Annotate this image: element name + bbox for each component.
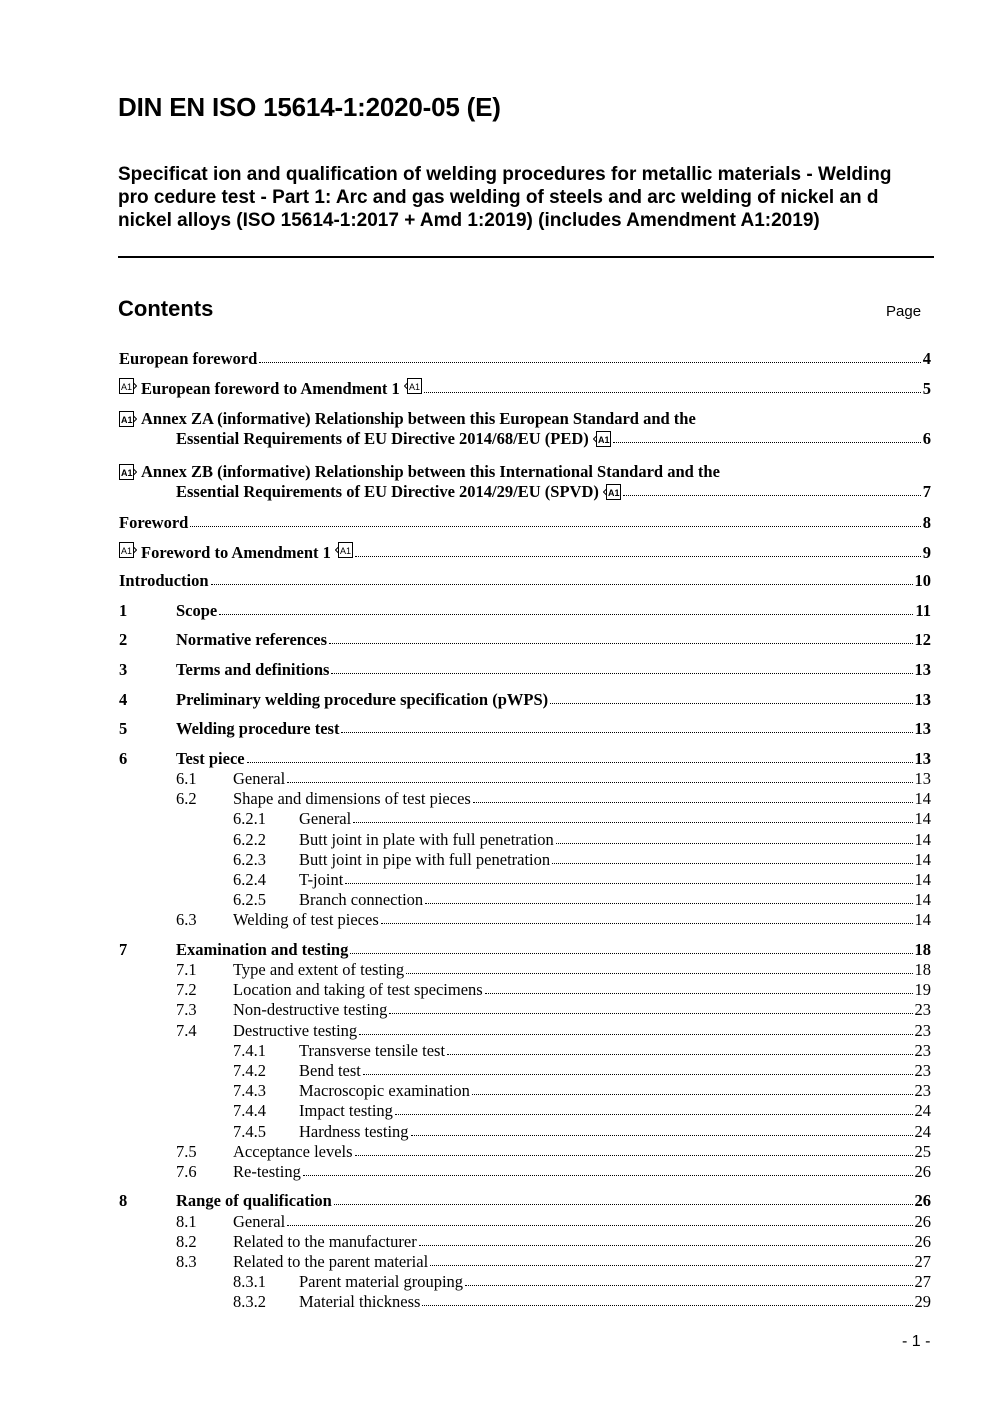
toc-entry-title: Butt joint in pipe with full penetration <box>299 850 551 869</box>
amendment-end-icon <box>335 542 353 558</box>
toc-entry-title: Destructive testing <box>233 1021 358 1040</box>
toc-dot-leader <box>345 882 912 884</box>
toc-dot-leader <box>303 1174 913 1176</box>
svg-text:A1: A1 <box>121 546 133 556</box>
toc-entry-page: 12 <box>914 630 931 649</box>
toc-entry-page: 23 <box>914 1021 931 1040</box>
toc-entry-page: 23 <box>914 1081 931 1100</box>
toc-entry-subsection[interactable] <box>119 959 931 980</box>
toc-entry-title: Butt joint in plate with full penetration <box>299 830 554 849</box>
toc-entry-number: 7.6 <box>176 1162 197 1181</box>
toc-entry-title: Foreword to Amendment 1 <box>141 543 331 562</box>
toc-dot-leader <box>552 862 912 864</box>
toc-dot-leader <box>447 1053 912 1055</box>
toc-entry-number: 7.4.1 <box>233 1041 266 1060</box>
toc-entry-number: 7.2 <box>176 980 197 999</box>
svg-text:A1: A1 <box>607 487 620 498</box>
toc-entry-number: 1 <box>119 601 128 620</box>
toc-entry-page: 10 <box>914 571 931 590</box>
toc-entry-number: 8 <box>119 1191 128 1210</box>
toc-entry-title: Material thickness <box>299 1292 421 1311</box>
toc-entry-section-1[interactable] <box>119 600 931 621</box>
toc-entry-annex-za[interactable] <box>119 408 931 450</box>
toc-entry-page: 13 <box>914 719 931 738</box>
toc-entry-subsection[interactable] <box>119 1251 931 1272</box>
toc-entry-subsubsection[interactable] <box>119 849 931 870</box>
toc-entry-page: 19 <box>914 980 931 999</box>
toc-entry-title-continued: Essential Requirements of EU Directive 2014/68/EU (PED) <box>176 429 589 448</box>
toc-entry-number: 6.2.1 <box>233 809 266 828</box>
toc-entry-page: 6 <box>922 429 931 448</box>
toc-entry-line2 <box>176 481 931 502</box>
toc-entry-title: General <box>299 809 352 828</box>
toc-entry-european-foreword[interactable] <box>119 348 931 369</box>
toc-entry-number: 7 <box>119 940 128 959</box>
toc-entry-number: 6.2.2 <box>233 830 266 849</box>
toc-entry-section-6[interactable] <box>119 748 931 769</box>
toc-dot-leader <box>465 1284 912 1286</box>
svg-text:A1: A1 <box>408 382 420 392</box>
toc-entry-subsubsection[interactable] <box>119 869 931 890</box>
toc-dot-leader <box>247 761 913 763</box>
toc-entry-foreword-amendment[interactable] <box>119 542 931 563</box>
toc-entry-page: 23 <box>914 1041 931 1060</box>
toc-entry-number: 7.4.3 <box>233 1081 266 1100</box>
toc-entry-title: Foreword <box>119 513 189 532</box>
toc-entry-page: 18 <box>914 960 931 979</box>
toc-dot-leader <box>389 1012 912 1014</box>
toc-entry-line2 <box>176 428 931 449</box>
toc-entry-page: 25 <box>914 1142 931 1161</box>
toc-entry-subsection[interactable] <box>119 999 931 1020</box>
toc-entry-subsection[interactable] <box>119 1231 931 1252</box>
toc-entry-number: 6.2.3 <box>233 850 266 869</box>
toc-entry-section-4[interactable] <box>119 689 931 710</box>
toc-entry-subsection[interactable] <box>119 1141 931 1162</box>
toc-entry-page: 26 <box>914 1191 931 1210</box>
toc-entry-number: 3 <box>119 660 128 679</box>
toc-entry-subsubsection[interactable] <box>119 1121 931 1142</box>
title-divider <box>118 256 934 258</box>
toc-dot-leader <box>190 525 920 527</box>
toc-entry-page: 13 <box>914 749 931 768</box>
toc-entry-title: Location and taking of test specimens <box>233 980 483 999</box>
toc-entry-page: 13 <box>914 769 931 788</box>
toc-entry-section-7[interactable] <box>119 939 931 960</box>
toc-entry-subsection[interactable] <box>119 1211 931 1232</box>
toc-entry-number: 4 <box>119 690 128 709</box>
toc-entry-title: Parent material grouping <box>299 1272 464 1291</box>
toc-dot-leader <box>219 613 913 615</box>
toc-entry-subsubsection[interactable] <box>119 1291 931 1312</box>
toc-entry-number: 7.4.5 <box>233 1122 266 1141</box>
page-column-label: Page <box>886 303 922 320</box>
toc-dot-leader <box>395 1113 913 1115</box>
toc-entry-subsubsection[interactable] <box>119 1100 931 1121</box>
toc-dot-leader <box>411 1134 913 1136</box>
toc-entry-page: 14 <box>914 890 931 909</box>
toc-entry-subsubsection[interactable] <box>119 808 931 829</box>
toc-entry-page: 14 <box>914 809 931 828</box>
toc-entry-title: Welding of test pieces <box>233 910 379 929</box>
toc-entry-subsection[interactable] <box>119 768 931 789</box>
toc-entry-line1 <box>119 408 696 429</box>
toc-entry-title: Re-testing <box>233 1162 301 1181</box>
toc-dot-leader <box>381 922 913 924</box>
toc-dot-leader <box>287 1224 912 1226</box>
toc-entry-title: Welding procedure test <box>176 719 340 738</box>
toc-entry-title: Range of qualification <box>176 1191 332 1210</box>
toc-entry-number: 6.2 <box>176 789 197 808</box>
toc-entry-subsection[interactable] <box>119 979 931 1000</box>
toc-entry-title: European foreword <box>119 349 258 368</box>
toc-entry-title: Annex ZA (informative) Relationship between this European Standard and the <box>141 409 696 428</box>
toc-entry-page: 27 <box>914 1252 931 1271</box>
toc-dot-leader <box>353 821 912 823</box>
toc-entry-title: Macroscopic examination <box>299 1081 470 1100</box>
toc-entry-page: 26 <box>914 1212 931 1231</box>
toc-entry-page: 14 <box>914 910 931 929</box>
svg-text:A1: A1 <box>121 467 133 478</box>
toc-dot-leader <box>613 441 921 443</box>
toc-entry-number: 2 <box>119 630 128 649</box>
toc-dot-leader <box>485 992 913 994</box>
toc-entry-page: 29 <box>914 1292 931 1311</box>
toc-dot-leader <box>473 801 913 803</box>
toc-dot-leader <box>406 972 912 974</box>
toc-dot-leader <box>623 494 921 496</box>
toc-dot-leader <box>424 391 921 393</box>
toc-entry-title: Hardness testing <box>299 1122 409 1141</box>
toc-dot-leader <box>331 672 912 674</box>
toc-dot-leader <box>341 731 912 733</box>
toc-entry-subsection[interactable] <box>119 788 931 809</box>
toc-entry-page: 11 <box>915 601 931 620</box>
toc-dot-leader <box>259 361 920 363</box>
toc-entry-page: 14 <box>914 850 931 869</box>
toc-entry-title: Impact testing <box>299 1101 393 1120</box>
toc-entry-subsection[interactable] <box>119 1161 931 1182</box>
toc-entry-section-3[interactable] <box>119 659 931 680</box>
toc-entry-subsubsection[interactable] <box>119 1060 931 1081</box>
toc-entry-section-8[interactable] <box>119 1190 931 1211</box>
toc-entry-number: 6.2.5 <box>233 890 266 909</box>
toc-entry-page: 8 <box>922 513 931 532</box>
toc-entry-subsubsection[interactable] <box>119 1040 931 1061</box>
toc-dot-leader <box>359 1033 912 1035</box>
toc-entry-title: Test piece <box>176 749 245 768</box>
toc-entry-number: 6.1 <box>176 769 197 788</box>
toc-entry-page: 23 <box>914 1061 931 1080</box>
toc-entry-title: Bend test <box>299 1061 361 1080</box>
toc-entry-title: Terms and definitions <box>176 660 330 679</box>
toc-entry-subsubsection[interactable] <box>119 889 931 910</box>
toc-entry-page: 7 <box>922 482 931 501</box>
toc-entry-title: General <box>233 769 286 788</box>
toc-dot-leader <box>355 1154 913 1156</box>
toc-dot-leader <box>422 1304 912 1306</box>
page-number: - 1 - <box>902 1333 931 1350</box>
toc-dot-leader <box>287 781 912 783</box>
svg-text:A1: A1 <box>597 434 610 445</box>
amendment-end-icon <box>603 484 621 500</box>
toc-entry-title: Scope <box>176 601 218 620</box>
toc-entry-page: 4 <box>922 349 931 368</box>
toc-entry-page: 24 <box>914 1101 931 1120</box>
toc-entry-title: Non-destructive testing <box>233 1000 388 1019</box>
svg-text:A1: A1 <box>339 546 351 556</box>
toc-entry-number: 6 <box>119 749 128 768</box>
toc-entry-page: 9 <box>922 543 931 562</box>
toc-dot-leader <box>419 1244 913 1246</box>
toc-entry-number: 7.4.4 <box>233 1101 266 1120</box>
toc-entry-page: 23 <box>914 1000 931 1019</box>
document-id: DIN EN ISO 15614-1:2020-05 (E) <box>118 92 501 122</box>
toc-entry-page: 5 <box>922 379 931 398</box>
toc-entry-title: Type and extent of testing <box>233 960 405 979</box>
amendment-start-icon <box>119 464 137 480</box>
toc-entry-number: 8.2 <box>176 1232 197 1251</box>
toc-entry-page: 13 <box>914 690 931 709</box>
toc-entry-title: Introduction <box>119 571 209 590</box>
toc-entry-title: Preliminary welding procedure specification (pWPS) <box>176 690 549 709</box>
toc-entry-title: Transverse tensile test <box>299 1041 446 1060</box>
toc-entry-number: 7.1 <box>176 960 197 979</box>
amendment-end-icon <box>404 378 422 394</box>
toc-entry-annex-zb[interactable] <box>119 461 931 503</box>
toc-dot-leader <box>211 583 913 585</box>
toc-entry-number: 5 <box>119 719 128 738</box>
toc-entry-number: 8.3.2 <box>233 1292 266 1311</box>
toc-dot-leader <box>355 555 921 557</box>
document-title: Specificat ion and qualification of welding procedures for metallic materials - Welding pro cedure test - Part 1: Arc and gas welding of steels and arc welding of nickel an d nickel alloys (ISO 15614-1:2017 + Amd 1:2019) (includes Amendment A1:2019) <box>118 164 892 231</box>
svg-text:A1: A1 <box>121 382 133 392</box>
toc-entry-line1 <box>119 461 720 482</box>
toc-dot-leader <box>550 702 912 704</box>
toc-entry-foreword[interactable] <box>119 512 931 533</box>
toc-dot-leader <box>430 1264 912 1266</box>
toc-entry-title: European foreword to Amendment 1 <box>141 379 400 398</box>
toc-entry-page: 14 <box>914 830 931 849</box>
toc-entry-title: Normative references <box>176 630 328 649</box>
toc-entry-page: 26 <box>914 1232 931 1251</box>
toc-entry-number: 7.4.2 <box>233 1061 266 1080</box>
toc-entry-number: 8.3.1 <box>233 1272 266 1291</box>
toc-entry-european-foreword-amendment[interactable] <box>119 378 931 399</box>
toc-entry-number: 8.1 <box>176 1212 197 1231</box>
toc-entry-title: Related to the parent material <box>233 1252 429 1271</box>
toc-dot-leader <box>350 952 912 954</box>
toc-entry-number: 6.3 <box>176 910 197 929</box>
toc-entry-title: T-joint <box>299 870 344 889</box>
toc-entry-introduction[interactable] <box>119 570 931 591</box>
amendment-start-icon <box>119 411 137 427</box>
toc-entry-page: 14 <box>914 870 931 889</box>
toc-entry-number: 7.4 <box>176 1021 197 1040</box>
toc-entry-title: Acceptance levels <box>233 1142 353 1161</box>
toc-entry-number: 7.3 <box>176 1000 197 1019</box>
toc-dot-leader <box>334 1203 913 1205</box>
toc-entry-title: General <box>233 1212 286 1231</box>
toc-entry-page: 13 <box>914 660 931 679</box>
toc-entry-number: 8.3 <box>176 1252 197 1271</box>
amendment-start-icon <box>119 542 137 558</box>
toc-entry-page: 24 <box>914 1122 931 1141</box>
toc-entry-title: Related to the manufacturer <box>233 1232 417 1251</box>
contents-heading: Contents <box>118 296 214 321</box>
toc-entry-section-5[interactable] <box>119 718 931 739</box>
toc-entry-subsection[interactable] <box>119 909 931 930</box>
toc-entry-title: Shape and dimensions of test pieces <box>233 789 471 808</box>
toc-entry-subsubsection[interactable] <box>119 829 931 850</box>
toc-dot-leader <box>556 842 913 844</box>
toc-entry-title: Branch connection <box>299 890 424 909</box>
toc-dot-leader <box>472 1093 913 1095</box>
toc-entry-section-2[interactable] <box>119 629 931 650</box>
amendment-start-icon <box>119 378 137 394</box>
toc-entry-page: 26 <box>914 1162 931 1181</box>
toc-entry-subsubsection[interactable] <box>119 1080 931 1101</box>
amendment-end-icon <box>593 431 611 447</box>
toc-entry-subsubsection[interactable] <box>119 1271 931 1292</box>
svg-text:A1: A1 <box>121 414 133 425</box>
toc-entry-subsection[interactable] <box>119 1020 931 1041</box>
toc-entry-title-continued: Essential Requirements of EU Directive 2014/29/EU (SPVD) <box>176 482 599 501</box>
toc-dot-leader <box>329 642 912 644</box>
toc-dot-leader <box>425 902 912 904</box>
toc-entry-page: 14 <box>914 789 931 808</box>
toc-entry-title: Examination and testing <box>176 940 349 959</box>
toc-dot-leader <box>363 1073 913 1075</box>
toc-entry-title: Annex ZB (informative) Relationship between this International Standard and the <box>141 462 720 481</box>
toc-entry-page: 27 <box>914 1272 931 1291</box>
toc-entry-page: 18 <box>914 940 931 959</box>
toc-entry-number: 6.2.4 <box>233 870 266 889</box>
toc-entry-number: 7.5 <box>176 1142 197 1161</box>
